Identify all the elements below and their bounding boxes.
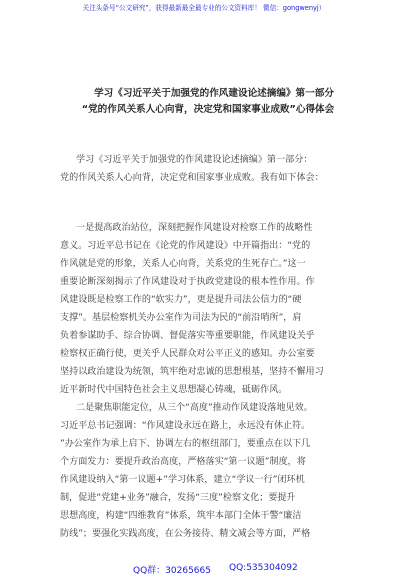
body-line: 思想高度，构建“四维教育”体系，筑牢本部门全体干警“廉洁 xyxy=(60,511,302,521)
top-notice-banner: 关注头条号“公文研究”，获得最新最全最专业的公文资料库！ 微信：gongwenyj） xyxy=(82,4,326,12)
body-line: 近平新时代中国特色社会主义思想凝心铸魂，砥砺作风。 xyxy=(60,385,288,395)
body-line: ”办公室作为承上启下、协调左右的枢纽部门，要重点在以下几 xyxy=(60,439,311,449)
body-line: 负着参谋助手、综合协调、督促落实等重要职能，作风建设关乎 xyxy=(60,331,315,341)
body-line: 一是提高政治站位，深刻把握作风建设对检察工作的战略性 xyxy=(76,223,313,233)
body-line: 意义。习近平总书记在《论党的作风建设》中开篇指出：“党的 xyxy=(60,241,311,251)
body-line: 个方面发力：要提升政治高度，严格落实“第一议题”制度，将 xyxy=(60,457,306,467)
body-line: 学习《习近平关于加强党的作风建设论述摘编》第一部分： xyxy=(76,155,313,165)
body-line: 重要论断深刻揭示了作风建设对于执政党建设的根本性作用。作 xyxy=(60,277,315,287)
body-line: 风建设既是检察工作的“软实力”，更是提升司法公信力的“硬 xyxy=(60,295,302,305)
body-line: 习近平总书记强调：“作风建设永远在路上，永远没有休止符。 xyxy=(60,421,311,431)
document-title-line-1: 学习《习近平关于加强党的作风建设论述摘编》第一部分 xyxy=(94,88,334,99)
body-line: 作风就是党的形象，关系人心向背，关系党的生死存亡。”这一 xyxy=(60,259,306,269)
body-line: 作风建设纳入“第一议题+”学习体系，建立“学议一行”闭环机 xyxy=(60,475,305,485)
body-line: 制，促进“党建+业务”融合，发扬“三度”检察文化；要提升 xyxy=(60,493,296,503)
body-line: 坚持以政治建设为统领，筑牢绝对忠诚的思想根基，坚持不懈用习 xyxy=(60,367,324,377)
body-line: 党的作风关系人心向背，决定党和国家事业成败。我有如下体会： xyxy=(60,173,324,183)
qq-number: QQ:535304092 xyxy=(229,563,298,573)
body-line: 防线”；要强化实践高度，在公务接待、精文减会等方面，严格 xyxy=(60,529,311,539)
body-line: 支撑”。基层检察机关办公室作为司法为民的“前沿哨所”，肩 xyxy=(60,313,302,323)
body-line: 检察权正确行使，更关乎人民群众对公平正义的感知。办公室要 xyxy=(60,349,315,359)
qq-group-number: QQ群：30265665 xyxy=(133,566,211,576)
body-line: 二是聚焦职能定位，从三个“高度”推动作风建设落地见效。 xyxy=(76,403,313,413)
document-title-line-2: “党的作风关系人心向背，决定党和国家事业成败”心得体会 xyxy=(81,104,335,115)
